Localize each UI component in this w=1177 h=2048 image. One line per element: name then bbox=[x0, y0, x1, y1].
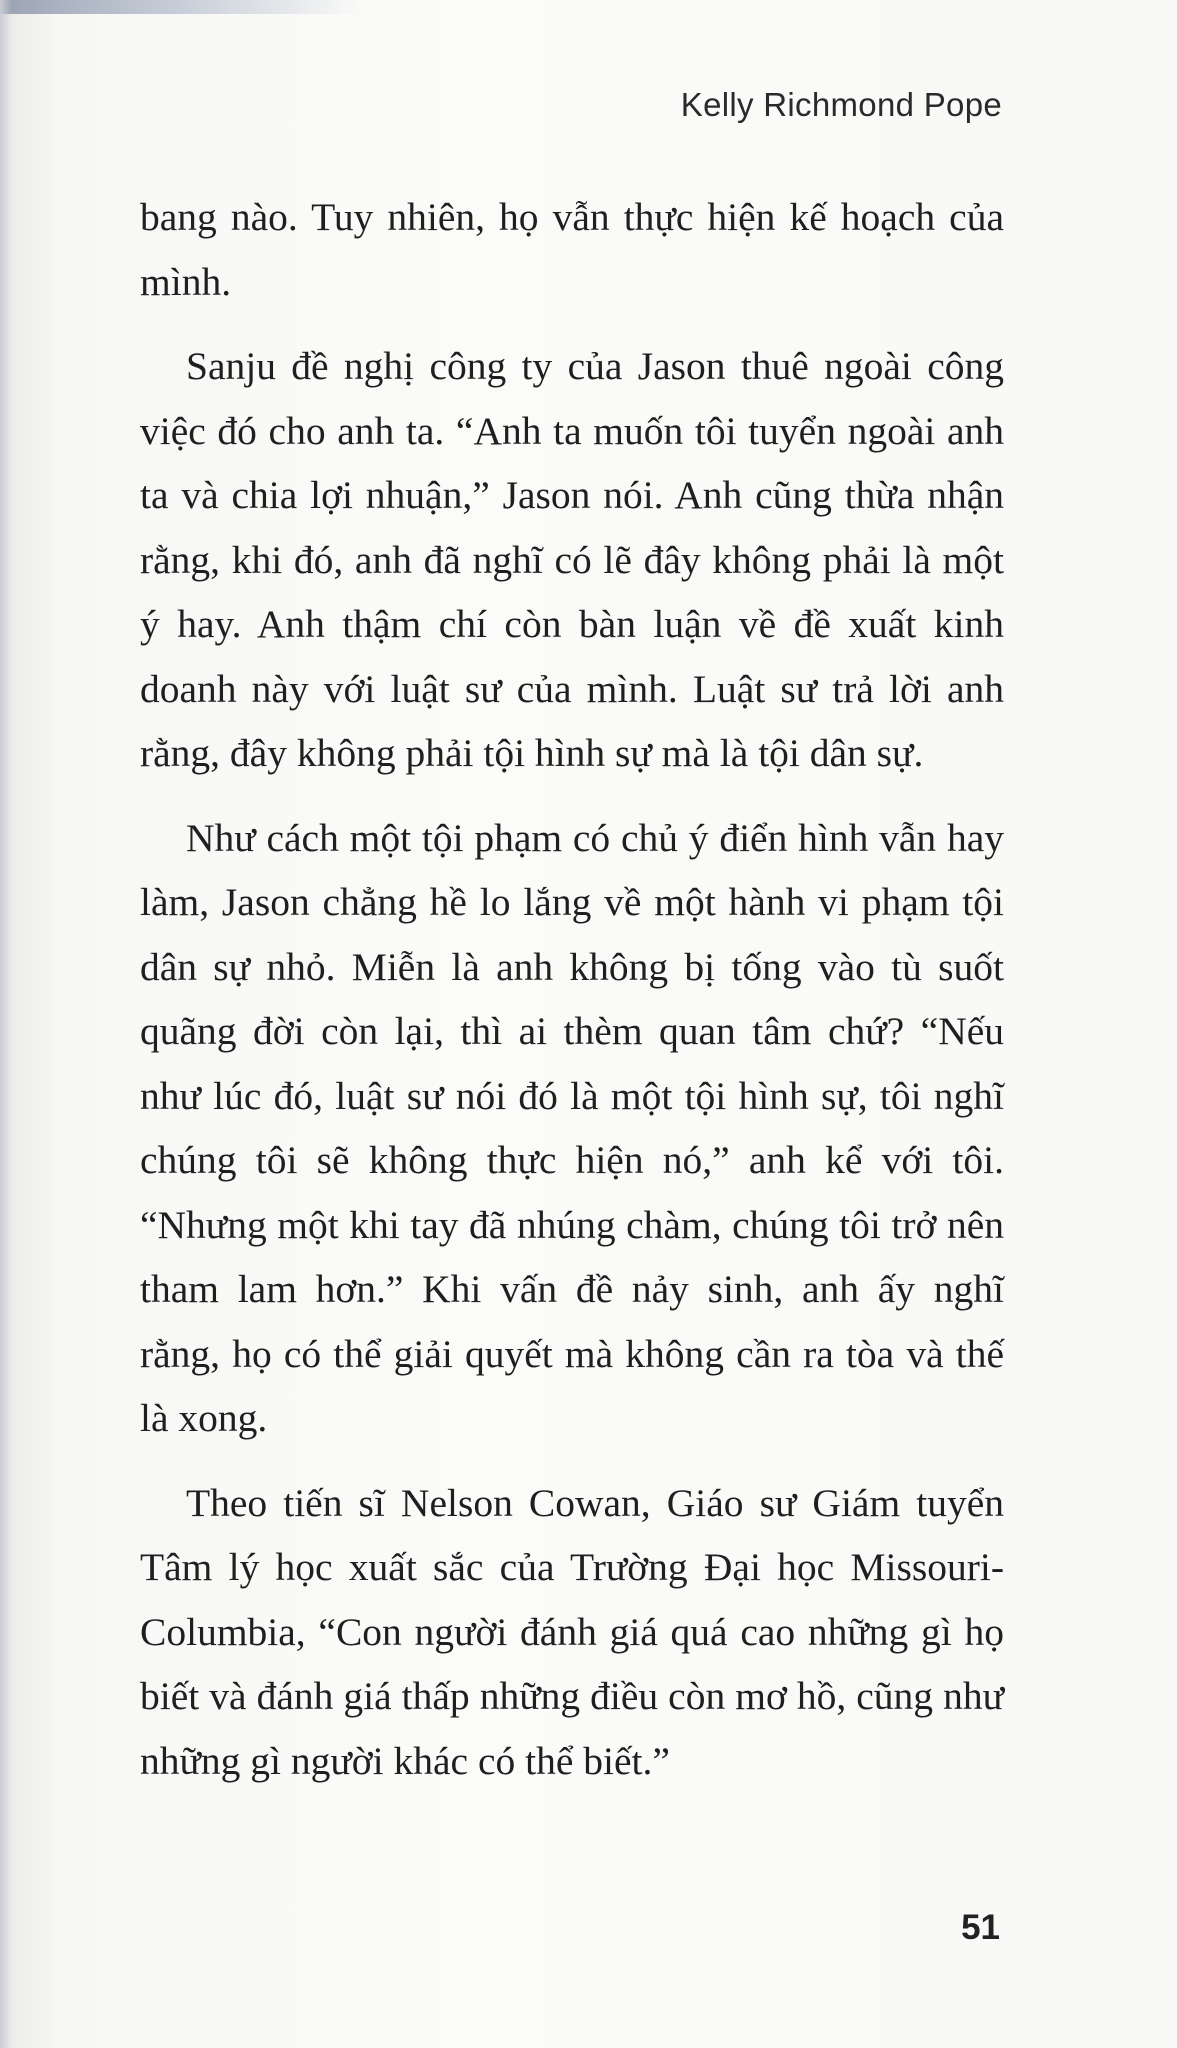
paragraph: Theo tiến sĩ Nelson Cowan, Giáo sư Giám tuyển Tâm lý học xuất sắc của Trường Đại học Missouri-Columbia, “Con người đánh giá quá cao những gì họ biết và đánh giá thấp những điều còn mơ hồ, cũng như những gì người khác có thể biết.” bbox=[140, 1480, 1004, 1783]
page-binding-edge bbox=[0, 0, 12, 2048]
paragraph-continued: bang nào. Tuy nhiên, họ vẫn thực hiện kế hoạch của mình. bbox=[140, 195, 1004, 304]
top-edge-shadow bbox=[0, 0, 360, 14]
paragraph: Sanju đề nghị công ty của Jason thuê ngoài công việc đó cho anh ta. “Anh ta muốn tôi tuyển ngoài anh ta và chia lợi nhuận,” Jason nói. Anh cũng thừa nhận rằng, khi đó, anh đã nghĩ có lẽ đây không phải là một ý hay. Anh thậm chí còn bàn luận về đề xuất kinh doanh này với luật sư của mình. Luật sư trả lời anh rằng, đây không phải tội hình sự mà là tội dân sự. bbox=[140, 344, 1004, 775]
paragraph: Như cách một tội phạm có chủ ý điển hình vẫn hay làm, Jason chẳng hề lo lắng về một hành vi phạm tội dân sự nhỏ. Miễn là anh không bị tống vào tù suốt quãng đời còn lại, thì ai thèm quan tâm chứ? “Nếu như lúc đó, luật sư nói đó là một tội hình sự, tôi nghĩ chúng tôi sẽ không thực hiện nó,” anh kể với tôi. “Nhưng một khi tay đã nhúng chàm, chúng tôi trở nên tham lam hơn.” Khi vấn đề nảy sinh, anh ấy nghĩ rằng, họ có thể giải quyết mà không cần ra tòa và thế là xong. bbox=[140, 815, 1004, 1440]
body-text bbox=[140, 185, 1004, 1813]
page-number: 51 bbox=[961, 1908, 1000, 1947]
running-header-author: Kelly Richmond Pope bbox=[680, 86, 1002, 123]
